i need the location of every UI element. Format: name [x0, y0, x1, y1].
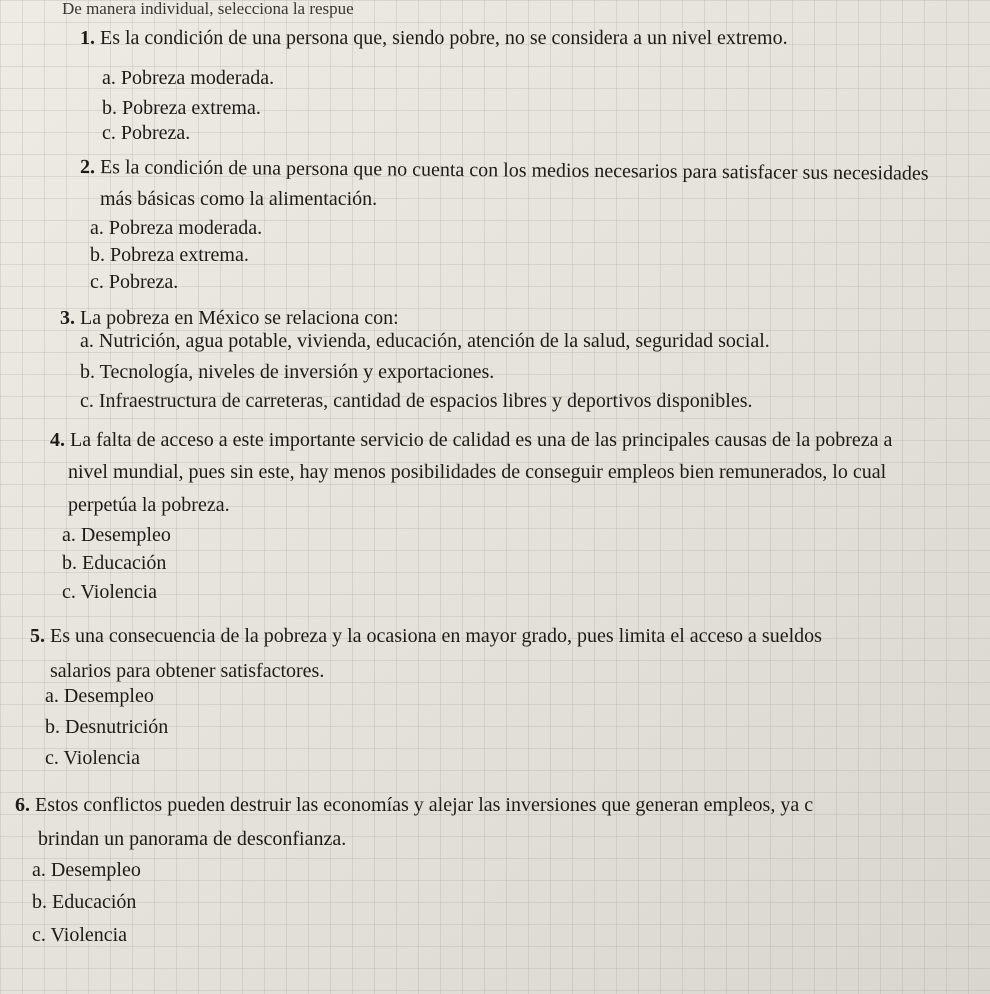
question-number: 3. — [60, 307, 75, 329]
question-4 — [50, 430, 892, 450]
option-3c: c. Infraestructura de carreteras, cantidad de espacios libres y deportivos disponibles. — [80, 390, 753, 412]
question-4-line-3: perpetúa la pobreza. — [68, 494, 230, 516]
option-2a: a. Pobreza moderada. — [90, 217, 263, 239]
option-2b: b. Pobreza extrema. — [90, 244, 249, 266]
option-4a: a. Desempleo — [62, 524, 171, 546]
option-6b: b. Educación — [32, 891, 137, 913]
question-number: 2. — [79, 156, 96, 179]
option-4c: c. Violencia — [62, 581, 158, 603]
question-2 — [80, 157, 929, 184]
instruction-header: De manera individual, selecciona la respue — [62, 0, 354, 18]
question-6 — [15, 795, 813, 815]
question-5-line-2: salarios para obtener satisfactores. — [50, 660, 325, 682]
option-1a: a. Pobreza moderada. — [102, 67, 275, 89]
option-5a: a. Desempleo — [45, 685, 154, 707]
question-text: La pobreza en México se relaciona con: — [80, 307, 399, 329]
question-text: Es la condición de una persona que, siendo pobre, no se considera a un nivel extremo. — [100, 27, 788, 49]
question-text: Es la condición de una persona que no cuenta con los medios necesarios para satisfacer sus necesidades — [99, 156, 929, 185]
question-5 — [30, 626, 822, 646]
question-1 — [80, 28, 788, 48]
question-text: Es una consecuencia de la pobreza y la ocasiona en mayor grado, pues limita el acceso a sueldos — [50, 625, 822, 647]
option-5c: c. Violencia — [45, 747, 141, 769]
option-4b: b. Educación — [62, 552, 167, 574]
question-6-line-2: brindan un panorama de desconfianza. — [38, 828, 347, 850]
question-3 — [60, 308, 399, 328]
question-text: La falta de acceso a este importante servicio de calidad es una de las principales causas de la pobreza a — [70, 429, 893, 451]
option-1c: c. Pobreza. — [102, 122, 191, 144]
option-5b: b. Desnutrición — [45, 716, 169, 738]
option-3a: a. Nutrición, agua potable, vivienda, educación, atención de la salud, seguridad social. — [80, 330, 770, 352]
option-3b: b. Tecnología, niveles de inversión y exportaciones. — [80, 361, 495, 383]
question-number: 1. — [80, 27, 95, 49]
question-number: 5. — [30, 625, 45, 647]
question-text: Estos conflictos pueden destruir las economías y alejar las inversiones que generan empleos, ya c — [35, 794, 814, 816]
option-2c: c. Pobreza. — [90, 271, 179, 293]
question-number: 4. — [50, 429, 65, 451]
option-1b: b. Pobreza extrema. — [102, 97, 261, 119]
question-4-line-2: nivel mundial, pues sin este, hay menos posibilidades de conseguir empleos bien remunerados, lo cual — [68, 461, 887, 483]
question-2-line-2: más básicas como la alimentación. — [100, 188, 378, 210]
option-6a: a. Desempleo — [32, 859, 141, 881]
option-6c: c. Violencia — [32, 924, 128, 946]
question-number: 6. — [15, 794, 30, 816]
